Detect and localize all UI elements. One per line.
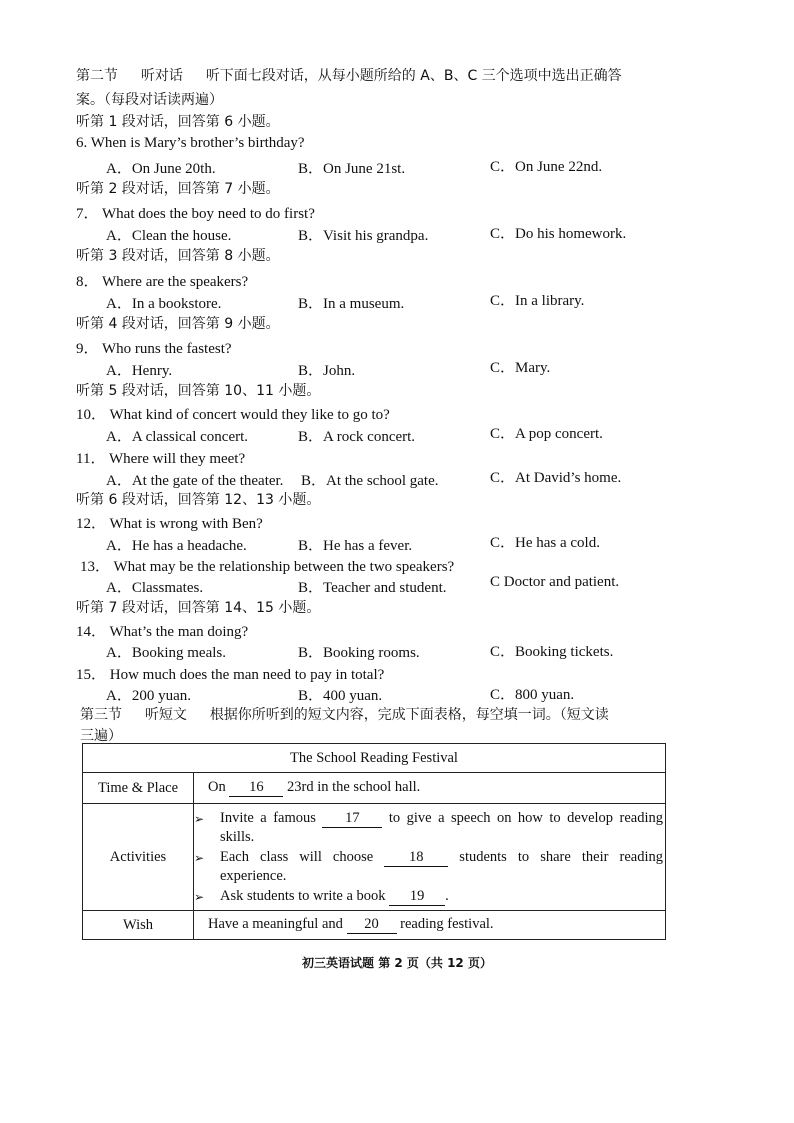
option-a[interactable]: A．Booking meals. (106, 645, 226, 661)
time-place-cell (194, 773, 666, 804)
table-title-row (83, 744, 666, 773)
option-c[interactable]: C．Mary. (490, 360, 551, 376)
option-b[interactable]: B．Booking rooms. (298, 645, 420, 661)
option-a[interactable]: A．Classmates. (106, 580, 204, 596)
activity-text-3 (220, 887, 665, 906)
question-number: 15． (76, 667, 107, 683)
section3-header (80, 705, 609, 725)
question-text: What is wrong with Ben? (109, 516, 263, 532)
question-number: 8． (76, 274, 99, 290)
dialog-intro: 听第 3 段对话，回答第 8 小题。 (76, 248, 280, 264)
option-b[interactable]: B．Teacher and student. (298, 580, 447, 596)
question-9 (76, 337, 232, 358)
section3-instruction: 根据你所听到的短文内容，完成下面表格，每空填一词。（短文读 (209, 707, 609, 723)
question-text: When is Mary’s brother’s birthday? (90, 135, 305, 151)
section3-subtitle: 听短文 (144, 707, 187, 723)
section2-subtitle: 听对话 (140, 68, 183, 84)
blank-16[interactable]: 16 (229, 779, 283, 797)
question-7 (76, 202, 315, 223)
option-a[interactable]: A．In a bookstore. (106, 296, 222, 312)
activity-2-pre: Each class will choose (220, 848, 374, 865)
section2-title: 第二节 (76, 68, 118, 84)
dialog-intro: 听第 7 段对话，回答第 14、15 小题。 (76, 600, 321, 616)
wish-label: Wish (83, 911, 194, 940)
wish-cell (194, 911, 666, 940)
question-8 (76, 270, 248, 291)
option-c[interactable]: C．Do his homework. (490, 226, 627, 242)
question-6 (76, 135, 305, 152)
section3-instruction-cont: 三遍） (80, 728, 122, 744)
option-b[interactable]: B．400 yuan. (298, 688, 383, 704)
reading-festival-table (82, 743, 666, 940)
option-b[interactable]: B．He has a fever. (298, 538, 413, 554)
time-place-text-end: 23rd in the school hall. (286, 779, 421, 795)
wish-text: Have a meaningful and (208, 916, 343, 932)
question-13 (80, 555, 454, 576)
option-b[interactable]: B．John. (298, 363, 356, 379)
option-b[interactable]: B．At the school gate. (301, 473, 439, 489)
activity-item-1 (194, 809, 665, 846)
wish-text-end: reading festival. (400, 916, 494, 932)
option-c[interactable]: C．800 yuan. (490, 687, 575, 703)
option-a[interactable]: A．He has a headache. (106, 538, 247, 554)
question-text: Where will they meet? (108, 451, 246, 467)
question-number: 9． (76, 341, 99, 357)
option-b[interactable]: B．A rock concert. (298, 429, 416, 445)
section2-instruction: 听下面七段对话，从每小题所给的 A、B、C 三个选项中选出正确答 (205, 68, 622, 84)
option-c[interactable]: C．A pop concert. (490, 426, 603, 442)
time-place-label: Time & Place (83, 773, 194, 804)
activity-text-1 (220, 809, 665, 846)
blank-17[interactable]: 17 (322, 809, 382, 828)
question-10 (76, 403, 390, 424)
option-a[interactable]: A．On June 20th. (106, 161, 216, 177)
option-a[interactable]: A．Henry. (106, 363, 173, 379)
activity-item-3 (194, 887, 665, 906)
table-row-time (83, 773, 666, 804)
question-number: 11． (76, 451, 106, 467)
activity-text-2 (220, 848, 665, 885)
table-title: The School Reading Festival (83, 744, 666, 773)
question-text: What kind of concert would they like to go to? (109, 407, 390, 423)
activity-1-pre: Invite a famous (220, 809, 316, 826)
question-number: 14． (76, 624, 107, 640)
option-b[interactable]: B．In a museum. (298, 296, 405, 312)
question-11 (76, 447, 245, 468)
option-a[interactable]: A．At the gate of the theater. (106, 473, 284, 489)
activity-2-post: students to share their reading experience. (220, 848, 663, 884)
page-footer: 初三英语试题 第 2 页（共 12 页） (302, 956, 492, 970)
dialog-intro: 听第 1 段对话，回答第 6 小题。 (76, 114, 280, 130)
option-c[interactable]: C．On June 22nd. (490, 159, 603, 175)
question-text: What may be the relationship between the two speakers? (113, 559, 455, 575)
activity-3-post: . (445, 887, 449, 904)
question-number: 10． (76, 407, 107, 423)
dialog-intro: 听第 4 段对话，回答第 9 小题。 (76, 316, 280, 332)
question-14 (76, 620, 248, 641)
blank-20[interactable]: 20 (347, 916, 397, 934)
activities-label: Activities (83, 804, 194, 911)
table-row-activities (83, 804, 666, 911)
option-b[interactable]: B．On June 21st. (298, 161, 406, 177)
table-row-wish (83, 911, 666, 940)
arrow-bullet-icon: ➢ (194, 889, 205, 904)
blank-19[interactable]: 19 (389, 887, 445, 906)
question-text: Who runs the fastest? (102, 341, 232, 357)
option-c[interactable]: C．In a library. (490, 293, 585, 309)
dialog-intro: 听第 2 段对话，回答第 7 小题。 (76, 181, 280, 197)
question-text: What does the boy need to do first? (102, 206, 315, 222)
time-place-text: On (208, 779, 226, 795)
question-number: 7． (76, 206, 99, 222)
question-number: 13． (80, 559, 111, 575)
activity-3-pre: Ask students to write a book (220, 887, 386, 904)
option-c[interactable]: C．He has a cold. (490, 535, 600, 551)
question-15 (76, 663, 384, 684)
option-c[interactable]: C Doctor and patient. (490, 574, 620, 590)
option-b[interactable]: B．Visit his grandpa. (298, 228, 429, 244)
activity-1-post: to give a speech on how to develop reading skills. (220, 809, 664, 845)
option-a[interactable]: A．200 yuan. (106, 688, 191, 704)
section2-instruction-cont: 案。（每段对话读两遍） (76, 92, 223, 108)
section2-header (76, 66, 622, 86)
option-a[interactable]: A．Clean the house. (106, 228, 232, 244)
question-number: 6. (76, 135, 88, 151)
activities-cell (194, 804, 666, 911)
arrow-bullet-icon: ➢ (194, 850, 205, 865)
option-a[interactable]: A．A classical concert. (106, 429, 249, 445)
blank-18[interactable]: 18 (384, 848, 448, 867)
dialog-intro: 听第 5 段对话，回答第 10、11 小题。 (76, 383, 321, 399)
section3-title: 第三节 (80, 707, 122, 723)
question-text: How much does the man need to pay in total? (109, 667, 385, 683)
arrow-bullet-icon: ➢ (194, 811, 205, 826)
question-number: 12． (76, 516, 107, 532)
activity-item-2 (194, 848, 665, 885)
option-c[interactable]: C．Booking tickets. (490, 644, 614, 660)
option-c[interactable]: C．At David’s home. (490, 470, 622, 486)
question-12 (76, 512, 263, 533)
question-text: Where are the speakers? (102, 274, 249, 290)
question-text: What’s the man doing? (109, 624, 249, 640)
dialog-intro: 听第 6 段对话，回答第 12、13 小题。 (76, 492, 321, 508)
